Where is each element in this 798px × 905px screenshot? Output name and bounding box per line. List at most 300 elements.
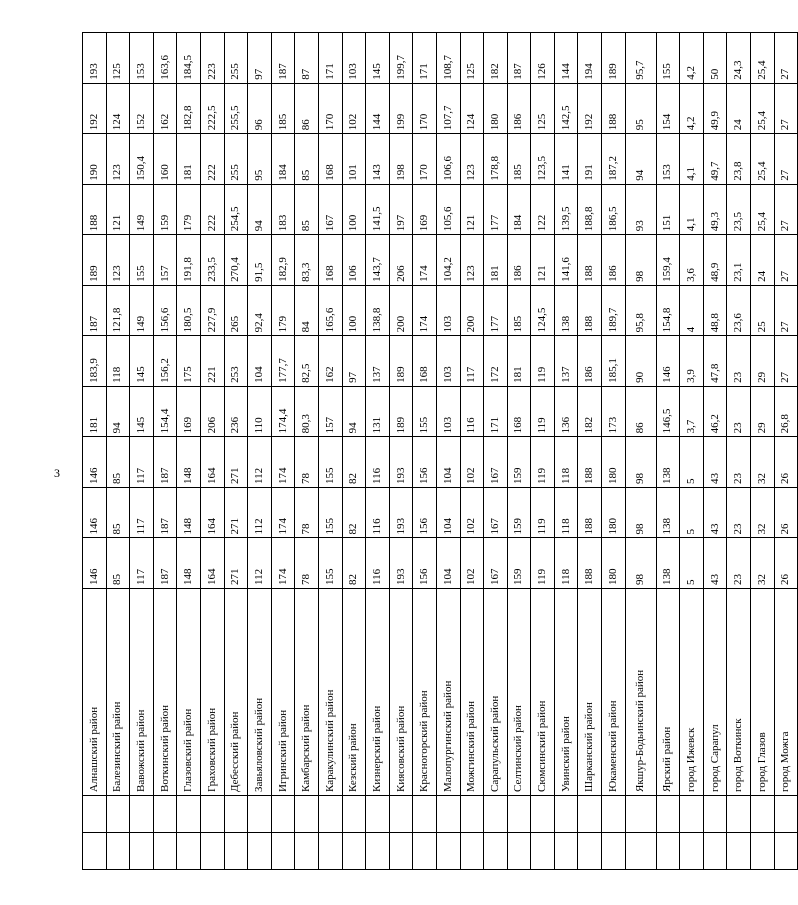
value-cell: 253 [224, 336, 248, 387]
value-cell: 48,9 [703, 235, 727, 286]
value-cell: 117 [130, 487, 154, 538]
blank-cell [389, 796, 413, 833]
value-cell: 188 [578, 285, 602, 336]
value-cell: 180 [484, 83, 508, 134]
value-cell: 25,4 [751, 134, 775, 185]
value-cell: 26 [774, 437, 798, 488]
value-cell: 116 [366, 538, 390, 589]
blank-cell [578, 833, 602, 870]
value-cell: 181 [507, 336, 531, 387]
value-cell: 27 [774, 33, 798, 84]
value-cell: 3,7 [680, 386, 704, 437]
value-cell: 78 [295, 487, 319, 538]
value-cell: 91,5 [248, 235, 272, 286]
blank-cell [625, 833, 656, 870]
value-cell: 85 [106, 437, 130, 488]
district-name-cell: Малопургинский район [436, 589, 460, 796]
value-cell: 188 [578, 487, 602, 538]
value-cell: 32 [751, 538, 775, 589]
table-row [153, 33, 177, 870]
value-cell: 143 [366, 134, 390, 185]
value-cell: 167 [484, 437, 508, 488]
blank-cell [413, 833, 437, 870]
district-name-cell: Вавожский район [130, 589, 154, 796]
value-cell: 271 [224, 437, 248, 488]
value-cell: 148 [177, 437, 201, 488]
value-cell: 3,9 [680, 336, 704, 387]
value-cell: 186 [578, 336, 602, 387]
district-name-cell: Увинский район [554, 589, 578, 796]
value-cell: 106,6 [436, 134, 460, 185]
value-cell: 138 [554, 285, 578, 336]
value-cell: 90 [625, 336, 656, 387]
page-number: 3 [54, 466, 60, 480]
table-row [436, 33, 460, 870]
value-cell: 145 [366, 33, 390, 84]
table-row [656, 33, 680, 870]
blank-cell [727, 796, 751, 833]
value-cell: 26 [774, 487, 798, 538]
table-row [295, 33, 319, 870]
value-cell: 29 [751, 386, 775, 437]
value-cell: 222 [200, 134, 224, 185]
value-cell: 255 [224, 134, 248, 185]
value-cell: 191 [578, 134, 602, 185]
value-cell: 188 [578, 538, 602, 589]
value-cell: 153 [130, 33, 154, 84]
value-cell: 26,8 [774, 386, 798, 437]
value-cell: 149 [130, 184, 154, 235]
value-cell: 167 [484, 538, 508, 589]
value-cell: 138 [656, 487, 680, 538]
value-cell: 182,9 [271, 235, 295, 286]
value-cell: 270,4 [224, 235, 248, 286]
table-row [727, 33, 751, 870]
value-cell: 185 [507, 285, 531, 336]
district-name-cell: Юкаменский район [602, 589, 626, 796]
value-cell: 103 [342, 33, 366, 84]
blank-cell [680, 833, 704, 870]
value-cell: 4,2 [680, 83, 704, 134]
blank-cell [460, 833, 484, 870]
value-cell: 175 [177, 336, 201, 387]
value-cell: 136 [554, 386, 578, 437]
value-cell: 119 [531, 487, 555, 538]
value-cell: 83,3 [295, 235, 319, 286]
value-cell: 159 [507, 487, 531, 538]
value-cell: 85 [106, 538, 130, 589]
value-cell: 146 [83, 487, 107, 538]
value-cell: 187 [153, 487, 177, 538]
value-cell: 180,5 [177, 285, 201, 336]
value-cell: 104,2 [436, 235, 460, 286]
value-cell: 121 [106, 184, 130, 235]
value-cell: 123 [106, 235, 130, 286]
value-cell: 159 [507, 538, 531, 589]
value-cell: 187 [83, 285, 107, 336]
value-cell: 151 [656, 184, 680, 235]
value-cell: 80,3 [295, 386, 319, 437]
value-cell: 32 [751, 437, 775, 488]
value-cell: 170 [413, 134, 437, 185]
value-cell: 155 [318, 437, 342, 488]
value-cell: 95 [248, 134, 272, 185]
blank-cell [774, 796, 798, 833]
value-cell: 221 [200, 336, 224, 387]
value-cell: 139,5 [554, 184, 578, 235]
value-cell: 138 [656, 538, 680, 589]
value-cell: 112 [248, 538, 272, 589]
value-cell: 82,5 [295, 336, 319, 387]
value-cell: 23 [727, 437, 751, 488]
blank-cell [248, 796, 272, 833]
blank-cell [200, 833, 224, 870]
value-cell: 110 [248, 386, 272, 437]
value-cell: 49,7 [703, 134, 727, 185]
blank-cell [531, 833, 555, 870]
value-cell: 112 [248, 487, 272, 538]
district-name-cell: Воткинский район [153, 589, 177, 796]
value-cell: 95,7 [625, 33, 656, 84]
value-cell: 154 [656, 83, 680, 134]
value-cell: 155 [318, 538, 342, 589]
table-row [602, 33, 626, 870]
value-cell: 26 [774, 538, 798, 589]
blank-cell [656, 796, 680, 833]
value-cell: 102 [460, 538, 484, 589]
district-name-cell: город Воткинск [727, 589, 751, 796]
district-name-cell: Можгинский район [460, 589, 484, 796]
value-cell: 97 [248, 33, 272, 84]
value-cell: 179 [177, 184, 201, 235]
value-cell: 149 [130, 285, 154, 336]
district-name-cell: Дебесский район [224, 589, 248, 796]
value-cell: 185,1 [602, 336, 626, 387]
value-cell: 155 [413, 386, 437, 437]
value-cell: 78 [295, 437, 319, 488]
value-cell: 100 [342, 285, 366, 336]
value-cell: 107,7 [436, 83, 460, 134]
value-cell: 123 [106, 134, 130, 185]
blank-cell [531, 796, 555, 833]
value-cell: 192 [578, 83, 602, 134]
district-name-cell: город Можга [774, 589, 798, 796]
value-cell: 46,2 [703, 386, 727, 437]
value-cell: 87 [295, 33, 319, 84]
district-name-cell: Шарканский район [578, 589, 602, 796]
value-cell: 182 [578, 386, 602, 437]
value-cell: 23,8 [727, 134, 751, 185]
blank-cell [295, 833, 319, 870]
value-cell: 167 [318, 184, 342, 235]
blank-cell [318, 833, 342, 870]
value-cell: 105,6 [436, 184, 460, 235]
value-cell: 159,4 [656, 235, 680, 286]
value-cell: 254,5 [224, 184, 248, 235]
value-cell: 85 [295, 134, 319, 185]
district-name-cell: город Сарапул [703, 589, 727, 796]
value-cell: 23,5 [727, 184, 751, 235]
value-cell: 190 [83, 134, 107, 185]
blank-cell [130, 833, 154, 870]
blank-cell [224, 833, 248, 870]
value-cell: 47,8 [703, 336, 727, 387]
value-cell: 25,4 [751, 33, 775, 84]
blank-cell [83, 796, 107, 833]
value-cell: 145 [130, 386, 154, 437]
value-cell: 85 [295, 184, 319, 235]
value-cell: 102 [342, 83, 366, 134]
blank-cell [751, 833, 775, 870]
value-cell: 29 [751, 336, 775, 387]
blank-cell [554, 833, 578, 870]
value-cell: 174 [271, 487, 295, 538]
value-cell: 174 [271, 437, 295, 488]
value-cell: 98 [625, 538, 656, 589]
district-name-cell: Ярский район [656, 589, 680, 796]
table-row [507, 33, 531, 870]
value-cell: 271 [224, 487, 248, 538]
value-cell: 156,6 [153, 285, 177, 336]
table-row [177, 33, 201, 870]
blank-cell [248, 833, 272, 870]
blank-cell [271, 796, 295, 833]
value-cell: 25,4 [751, 83, 775, 134]
blank-cell [625, 796, 656, 833]
value-cell: 4,2 [680, 33, 704, 84]
value-cell: 227,9 [200, 285, 224, 336]
value-cell: 186 [602, 235, 626, 286]
value-cell: 172 [484, 336, 508, 387]
value-cell: 49,3 [703, 184, 727, 235]
value-cell: 48,8 [703, 285, 727, 336]
value-cell: 146 [83, 437, 107, 488]
value-cell: 236 [224, 386, 248, 437]
value-cell: 24,3 [727, 33, 751, 84]
value-cell: 168 [318, 235, 342, 286]
value-cell: 182,8 [177, 83, 201, 134]
value-cell: 174 [271, 538, 295, 589]
value-cell: 148 [177, 538, 201, 589]
value-cell: 186 [507, 235, 531, 286]
value-cell: 164 [200, 538, 224, 589]
value-cell: 78 [295, 538, 319, 589]
value-cell: 94 [106, 386, 130, 437]
table-row [413, 33, 437, 870]
data-table [82, 32, 798, 870]
value-cell: 95 [625, 83, 656, 134]
value-cell: 82 [342, 538, 366, 589]
value-cell: 125 [460, 33, 484, 84]
value-cell: 126 [531, 33, 555, 84]
value-cell: 121,8 [106, 285, 130, 336]
value-cell: 174,4 [271, 386, 295, 437]
value-cell: 187 [153, 538, 177, 589]
value-cell: 188 [602, 83, 626, 134]
value-cell: 137 [554, 336, 578, 387]
value-cell: 206 [389, 235, 413, 286]
value-cell: 193 [389, 437, 413, 488]
value-cell: 167 [484, 487, 508, 538]
value-cell: 163,6 [153, 33, 177, 84]
table-row [106, 33, 130, 870]
value-cell: 152 [130, 83, 154, 134]
value-cell: 93 [625, 184, 656, 235]
value-cell: 24 [751, 235, 775, 286]
value-cell: 5 [680, 538, 704, 589]
table-row [342, 33, 366, 870]
value-cell: 103 [436, 386, 460, 437]
blank-cell [130, 796, 154, 833]
table-row [680, 33, 704, 870]
value-cell: 200 [460, 285, 484, 336]
district-name-cell: Киясовский район [389, 589, 413, 796]
value-cell: 156 [413, 487, 437, 538]
value-cell: 171 [318, 33, 342, 84]
value-cell: 180 [602, 538, 626, 589]
blank-cell [342, 796, 366, 833]
value-cell: 23,1 [727, 235, 751, 286]
value-cell: 4 [680, 285, 704, 336]
table-row [366, 33, 390, 870]
district-name-cell: Граховский район [200, 589, 224, 796]
value-cell: 194 [578, 33, 602, 84]
blank-cell [554, 796, 578, 833]
value-cell: 177 [484, 184, 508, 235]
value-cell: 156,2 [153, 336, 177, 387]
value-cell: 23,6 [727, 285, 751, 336]
blank-cell [342, 833, 366, 870]
district-name-cell: Камбарский район [295, 589, 319, 796]
value-cell: 104 [436, 437, 460, 488]
value-cell: 223 [200, 33, 224, 84]
value-cell: 199,7 [389, 33, 413, 84]
value-cell: 116 [460, 386, 484, 437]
table-row [130, 33, 154, 870]
value-cell: 189 [83, 235, 107, 286]
table-row [460, 33, 484, 870]
blank-cell [484, 796, 508, 833]
value-cell: 184 [507, 184, 531, 235]
value-cell: 189 [602, 33, 626, 84]
blank-cell [366, 796, 390, 833]
value-cell: 23 [727, 487, 751, 538]
blank-cell [177, 796, 201, 833]
value-cell: 157 [318, 386, 342, 437]
district-name-cell: Кезский район [342, 589, 366, 796]
value-cell: 27 [774, 285, 798, 336]
value-cell: 168 [318, 134, 342, 185]
value-cell: 119 [531, 538, 555, 589]
value-cell: 200 [389, 285, 413, 336]
value-cell: 121 [531, 235, 555, 286]
value-cell: 118 [554, 437, 578, 488]
table-row [531, 33, 555, 870]
value-cell: 131 [366, 386, 390, 437]
value-cell: 174 [413, 285, 437, 336]
table-row [578, 33, 602, 870]
value-cell: 98 [625, 235, 656, 286]
value-cell: 183 [271, 184, 295, 235]
value-cell: 168 [507, 386, 531, 437]
value-cell: 27 [774, 336, 798, 387]
value-cell: 25 [751, 285, 775, 336]
value-cell: 103 [436, 285, 460, 336]
value-cell: 162 [153, 83, 177, 134]
value-cell: 198 [389, 134, 413, 185]
value-cell: 255 [224, 33, 248, 84]
district-name-cell: Каракулинский район [318, 589, 342, 796]
value-cell: 146 [83, 538, 107, 589]
value-cell: 173 [602, 386, 626, 437]
district-name-cell: Якшур-Бодьинский район [625, 589, 656, 796]
value-cell: 193 [389, 538, 413, 589]
value-cell: 5 [680, 437, 704, 488]
table-body [83, 33, 798, 870]
value-cell: 164 [200, 437, 224, 488]
value-cell: 94 [342, 386, 366, 437]
value-cell: 142,5 [554, 83, 578, 134]
value-cell: 206 [200, 386, 224, 437]
value-cell: 117 [130, 538, 154, 589]
blank-cell [507, 796, 531, 833]
table-row [751, 33, 775, 870]
value-cell: 118 [554, 538, 578, 589]
value-cell: 125 [106, 33, 130, 84]
district-name-cell: Сарапульский район [484, 589, 508, 796]
value-cell: 181 [177, 134, 201, 185]
value-cell: 4,1 [680, 134, 704, 185]
value-cell: 154,4 [153, 386, 177, 437]
value-cell: 122 [531, 184, 555, 235]
value-cell: 192 [83, 83, 107, 134]
table-row [774, 33, 798, 870]
value-cell: 141,5 [366, 184, 390, 235]
value-cell: 25,4 [751, 184, 775, 235]
value-cell: 116 [366, 437, 390, 488]
blank-cell [602, 796, 626, 833]
value-cell: 162 [318, 336, 342, 387]
blank-cell [751, 796, 775, 833]
value-cell: 50 [703, 33, 727, 84]
value-cell: 27 [774, 134, 798, 185]
value-cell: 170 [413, 83, 437, 134]
value-cell: 183,9 [83, 336, 107, 387]
value-cell: 138 [656, 437, 680, 488]
value-cell: 193 [83, 33, 107, 84]
value-cell: 169 [413, 184, 437, 235]
value-cell: 188 [578, 235, 602, 286]
value-cell: 95,8 [625, 285, 656, 336]
value-cell: 188,8 [578, 184, 602, 235]
blank-cell [200, 796, 224, 833]
value-cell: 100 [342, 184, 366, 235]
blank-cell [436, 796, 460, 833]
blank-cell [436, 833, 460, 870]
district-name-cell: Завьяловский район [248, 589, 272, 796]
value-cell: 94 [625, 134, 656, 185]
value-cell: 159 [507, 437, 531, 488]
district-name-cell: Глазовский район [177, 589, 201, 796]
blank-cell [177, 833, 201, 870]
table-row [224, 33, 248, 870]
value-cell: 145 [130, 336, 154, 387]
value-cell: 124 [460, 83, 484, 134]
value-cell: 180 [602, 437, 626, 488]
value-cell: 86 [625, 386, 656, 437]
value-cell: 117 [460, 336, 484, 387]
value-cell: 144 [554, 33, 578, 84]
